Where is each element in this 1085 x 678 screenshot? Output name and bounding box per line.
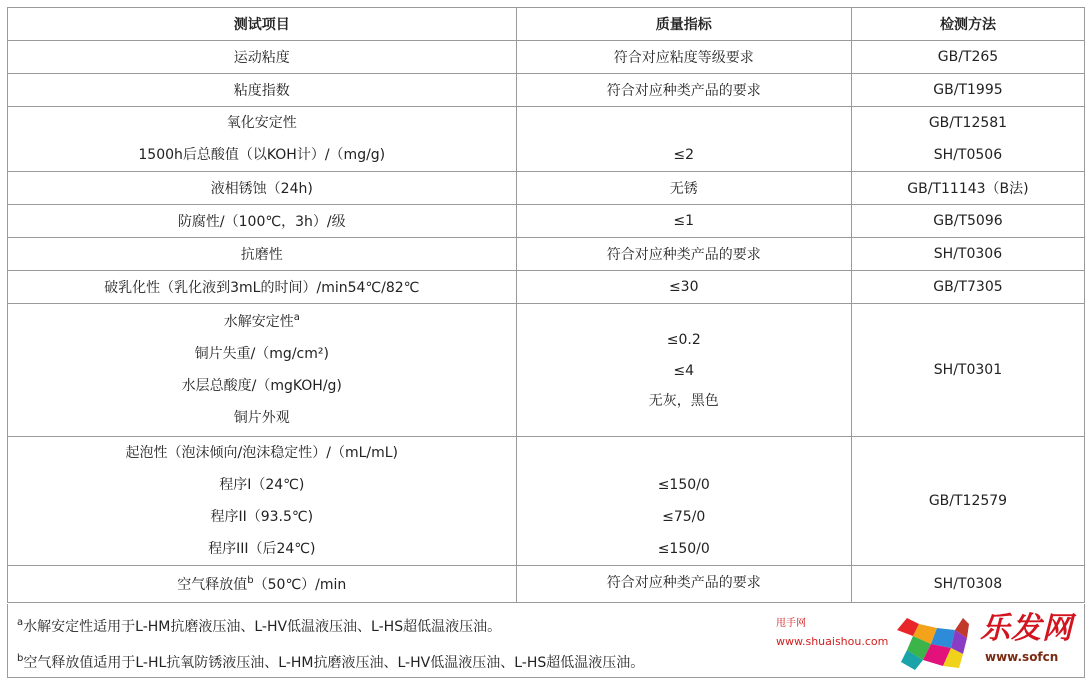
footnote-text: 空气释放值适用于L-HL抗氧防锈液压油、L-HM抗磨液压油、L-HV低温液压油、L-HS超低温液压油。 bbox=[23, 655, 645, 671]
row-method: GB/T11143（B法) bbox=[851, 172, 1084, 205]
row-item bbox=[8, 304, 517, 437]
item-line: 铜片失重/（mg/cm²) bbox=[194, 346, 329, 362]
row-item: 破乳化性（乳化液到3mL的时间）/min54℃/82℃ bbox=[8, 271, 517, 304]
item-line: 氧化安定性 bbox=[226, 115, 297, 131]
table-row bbox=[8, 107, 1085, 172]
row-item bbox=[8, 107, 517, 172]
row-index: 符合对应粘度等级要求 bbox=[516, 41, 851, 74]
row-method bbox=[851, 107, 1084, 172]
row-method: GB/T5096 bbox=[851, 205, 1084, 238]
row-item: 防腐性/（100℃，3h）/级 bbox=[8, 205, 517, 238]
row-method: SH/T0301 bbox=[851, 304, 1084, 437]
row-index: 无锈 bbox=[516, 172, 851, 205]
footnote-b bbox=[17, 652, 644, 672]
item-line: 程序II（93.5℃) bbox=[210, 509, 314, 525]
item-text: 水解安定性 bbox=[223, 314, 294, 330]
index-line: ≤150/0 bbox=[657, 541, 710, 557]
index-line: ≤2 bbox=[673, 147, 695, 163]
header-test-item: 测试项目 bbox=[8, 8, 517, 41]
method-line: GB/T12581 bbox=[928, 115, 1008, 131]
footnote-mark: a bbox=[17, 617, 24, 628]
row-index: ≤30 bbox=[516, 271, 851, 304]
bull-logo-icon bbox=[893, 610, 973, 672]
row-item: 运动粘度 bbox=[8, 41, 517, 74]
footnote-mark: b bbox=[247, 575, 254, 586]
row-method: SH/T0308 bbox=[851, 566, 1084, 603]
table-row bbox=[8, 41, 1085, 74]
row-index: ≤1 bbox=[516, 205, 851, 238]
row-index bbox=[516, 437, 851, 566]
method-line: SH/T0506 bbox=[933, 147, 1003, 163]
item-line: 程序I（24℃) bbox=[219, 477, 305, 493]
row-item: 粘度指数 bbox=[8, 74, 517, 107]
row-index bbox=[516, 107, 851, 172]
header-test-method: 检测方法 bbox=[851, 8, 1084, 41]
table-row bbox=[8, 271, 1085, 304]
footnote-mark: b bbox=[17, 653, 24, 664]
table-row bbox=[8, 172, 1085, 205]
table-row bbox=[8, 304, 1085, 437]
footnote-text: 水解安定性适用于L-HM抗磨液压油、L-HV低温液压油、L-HS超低温液压油。 bbox=[23, 619, 502, 635]
spec-table bbox=[7, 7, 1085, 603]
row-index: 符合对应种类产品的要求 bbox=[516, 238, 851, 271]
row-item: 液相锈蚀（24h) bbox=[8, 172, 517, 205]
table-row bbox=[8, 238, 1085, 271]
item-line: 水层总酸度/（mgKOH/g) bbox=[181, 378, 342, 394]
watermark-site-url: www.shuaishou.com bbox=[776, 635, 889, 648]
table-row bbox=[8, 566, 1085, 603]
item-line: 1500h后总酸值（以KOH计）/（mg/g) bbox=[138, 147, 386, 163]
index-line: ≤4 bbox=[673, 363, 695, 379]
item-line: 铜片外观 bbox=[233, 410, 290, 426]
index-line: ≤75/0 bbox=[662, 509, 706, 525]
row-item bbox=[8, 437, 517, 566]
row-index: 符合对应种类产品的要求 bbox=[516, 74, 851, 107]
row-item: 抗磨性 bbox=[8, 238, 517, 271]
index-line: 无灰，黑色 bbox=[648, 393, 719, 409]
footnote-a bbox=[17, 616, 501, 636]
item-line bbox=[8, 306, 516, 338]
watermark-brand-title: 乐发网 bbox=[980, 611, 1073, 646]
row-method: GB/T1995 bbox=[851, 74, 1084, 107]
table-row bbox=[8, 205, 1085, 238]
item-text: 空气释放值 bbox=[177, 577, 248, 593]
header-quality-index: 质量指标 bbox=[516, 8, 851, 41]
item-line: 程序III（后24℃) bbox=[208, 541, 316, 557]
row-method: GB/T265 bbox=[851, 41, 1084, 74]
table-row bbox=[8, 74, 1085, 107]
table-row bbox=[8, 437, 1085, 566]
item-line: 起泡性（泡沫倾向/泡沫稳定性）/（mL/mL) bbox=[125, 445, 399, 461]
row-method: SH/T0306 bbox=[851, 238, 1084, 271]
row-method: GB/T7305 bbox=[851, 271, 1084, 304]
watermark-site-name: 甩手网 bbox=[776, 618, 806, 629]
footnote-mark: a bbox=[293, 312, 300, 323]
index-line: ≤150/0 bbox=[657, 477, 710, 493]
watermark-brand-url: www.sofcn bbox=[985, 650, 1059, 664]
row-item bbox=[8, 566, 517, 603]
row-method: GB/T12579 bbox=[851, 437, 1084, 566]
row-index: 符合对应种类产品的要求 bbox=[516, 566, 851, 603]
item-text: （50℃）/min bbox=[253, 577, 347, 593]
index-line: ≤0.2 bbox=[666, 332, 701, 348]
row-index bbox=[516, 304, 851, 437]
table-header-row bbox=[8, 8, 1085, 41]
